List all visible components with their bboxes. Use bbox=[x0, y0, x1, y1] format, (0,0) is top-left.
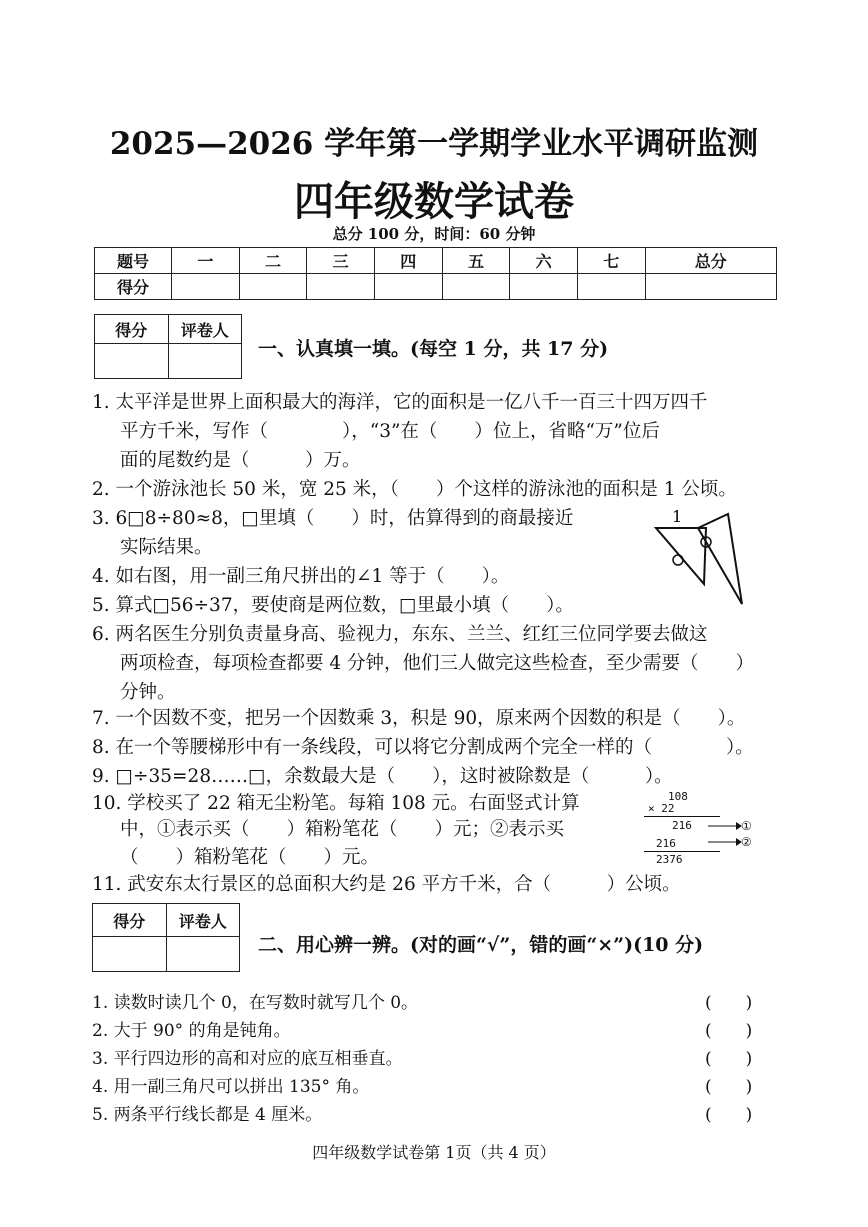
question-line: 两项检查，每项检查都要 4 分钟，他们三人做完这些检查，至少需要（ ） bbox=[120, 653, 755, 674]
judgement-item: 1. 读数时读几个 0，在写数时就写几个 0。 bbox=[92, 993, 419, 1013]
grader-box-section1 bbox=[94, 314, 242, 379]
score-header-cell: 六 bbox=[510, 248, 578, 274]
question-line: 分钟。 bbox=[120, 682, 176, 703]
calc-product: 2376 bbox=[656, 853, 683, 866]
question-line: 11. 武安东太行景区的总面积大约是 26 平方千米，合（ ）公顷。 bbox=[92, 874, 681, 895]
score-cell[interactable] bbox=[577, 274, 645, 300]
exam-title: 四年级数学试卷 bbox=[294, 178, 574, 225]
question-line: 1. 太平洋是世界上面积最大的海洋，它的面积是一亿八千一百三十四万四千 bbox=[92, 392, 708, 413]
grader-name-cell[interactable] bbox=[166, 937, 240, 972]
question-line: 2. 一个游泳池长 50 米，宽 25 米，（ ）个这样的游泳池的面积是 1 公顷。 bbox=[92, 479, 737, 500]
exam-header-title: 2025—2026 学年第一学期学业水平调研监测 bbox=[109, 126, 759, 162]
answer-blank[interactable]: ( ) bbox=[705, 1077, 753, 1097]
grader-score-cell[interactable] bbox=[95, 344, 169, 379]
score-header-cell: 七 bbox=[577, 248, 645, 274]
exam-subtitle: 总分 100 分，时间：60 分钟 bbox=[332, 225, 536, 243]
score-header-cell: 四 bbox=[374, 248, 442, 274]
question-line: 9. □÷35=28……□，余数最大是（ ），这时被除数是（ ）。 bbox=[92, 766, 673, 787]
question-line: （ ）箱粉笔花（ ）元。 bbox=[120, 847, 380, 868]
judgement-item: 4. 用一副三角尺可以拼出 135° 角。 bbox=[92, 1077, 370, 1097]
question-line: 4. 如右图，用一副三角尺拼出的∠1 等于（ ）。 bbox=[92, 566, 510, 587]
question-line: 3. 6□8÷80≈8，□里填（ ）时，估算得到的商最接近 bbox=[92, 508, 574, 529]
calc-partial-2: 216 bbox=[656, 837, 676, 850]
grader-score-cell[interactable] bbox=[93, 937, 167, 972]
question-line: 8. 在一个等腰梯形中有一条线段，可以将它分割成两个完全一样的（ ）。 bbox=[92, 737, 754, 758]
score-cell[interactable] bbox=[442, 274, 510, 300]
answer-blank[interactable]: ( ) bbox=[705, 1021, 753, 1041]
page-footer: 四年级数学试卷第 1页（共 4 页） bbox=[312, 1143, 556, 1162]
score-header-cell: 三 bbox=[307, 248, 375, 274]
score-header-cell: 二 bbox=[239, 248, 307, 274]
question-line: 6. 两名医生分别负责量身高、验视力，东东、兰兰、红红三位同学要去做这 bbox=[92, 624, 708, 645]
question-line: 10. 学校买了 22 箱无尘粉笔。每箱 108 元。右面竖式计算 bbox=[92, 793, 580, 814]
question-line: 7. 一个因数不变，把另一个因数乘 3，积是 90，原来两个因数的积是（ ）。 bbox=[92, 708, 746, 729]
score-cell[interactable] bbox=[172, 274, 240, 300]
triangle-ruler-figure bbox=[648, 504, 748, 608]
calc-multiplier: × 22 bbox=[648, 802, 675, 815]
score-header-cell: 题号 bbox=[95, 248, 172, 274]
question-line: 5. 算式□56÷37，要使商是两位数，□里最小填（ ）。 bbox=[92, 595, 574, 616]
score-cell[interactable] bbox=[307, 274, 375, 300]
grader-score-label: 得分 bbox=[95, 315, 169, 344]
question-line: 中，①表示买（ ）箱粉笔花（ ）元；②表示买 bbox=[120, 819, 565, 840]
answer-blank[interactable]: ( ) bbox=[705, 1105, 753, 1125]
grader-name-cell[interactable] bbox=[168, 344, 242, 379]
score-table-header-row bbox=[95, 248, 777, 274]
answer-blank[interactable]: ( ) bbox=[705, 993, 753, 1013]
score-cell[interactable] bbox=[645, 274, 776, 300]
calc-rule bbox=[644, 816, 720, 817]
section2-heading: 二、用心辨一辨。(对的画“√”，错的画“×”)(10 分) bbox=[258, 934, 704, 956]
judgement-item: 5. 两条平行线长都是 4 厘米。 bbox=[92, 1105, 323, 1125]
circle-1-label: ① bbox=[741, 819, 752, 833]
score-table bbox=[94, 247, 777, 300]
question-line: 实际结果。 bbox=[120, 537, 213, 558]
score-header-cell: 总分 bbox=[645, 248, 776, 274]
score-cell[interactable] bbox=[239, 274, 307, 300]
circle-2-label: ② bbox=[741, 835, 752, 849]
vertical-calculation bbox=[642, 790, 752, 870]
score-cell[interactable] bbox=[510, 274, 578, 300]
calc-multiplicand: 108 bbox=[668, 790, 688, 803]
score-header-cell: 一 bbox=[172, 248, 240, 274]
grader-score-label: 得分 bbox=[93, 904, 167, 937]
answer-blank[interactable]: ( ) bbox=[705, 1049, 753, 1069]
score-table-score-row bbox=[95, 274, 777, 300]
judgement-item: 2. 大于 90° 的角是钝角。 bbox=[92, 1021, 291, 1041]
question-line: 平方千米，写作（ ），“3”在（ ）位上，省略“万”位后 bbox=[120, 421, 660, 442]
calc-partial-1: 216 bbox=[672, 819, 692, 832]
score-cell[interactable] bbox=[374, 274, 442, 300]
score-header-cell: 五 bbox=[442, 248, 510, 274]
grader-name-label: 评卷人 bbox=[166, 904, 240, 937]
angle-1-label: 1 bbox=[672, 507, 683, 526]
judgement-item: 3. 平行四边形的高和对应的底互相垂直。 bbox=[92, 1049, 403, 1069]
calc-rule bbox=[644, 851, 720, 852]
section1-heading: 一、认真填一填。(每空 1 分，共 17 分) bbox=[258, 338, 609, 360]
grader-name-label: 评卷人 bbox=[168, 315, 242, 344]
score-row-label: 得分 bbox=[95, 274, 172, 300]
grader-box-section2 bbox=[92, 903, 240, 972]
question-line: 面的尾数约是（ ）万。 bbox=[120, 450, 361, 471]
